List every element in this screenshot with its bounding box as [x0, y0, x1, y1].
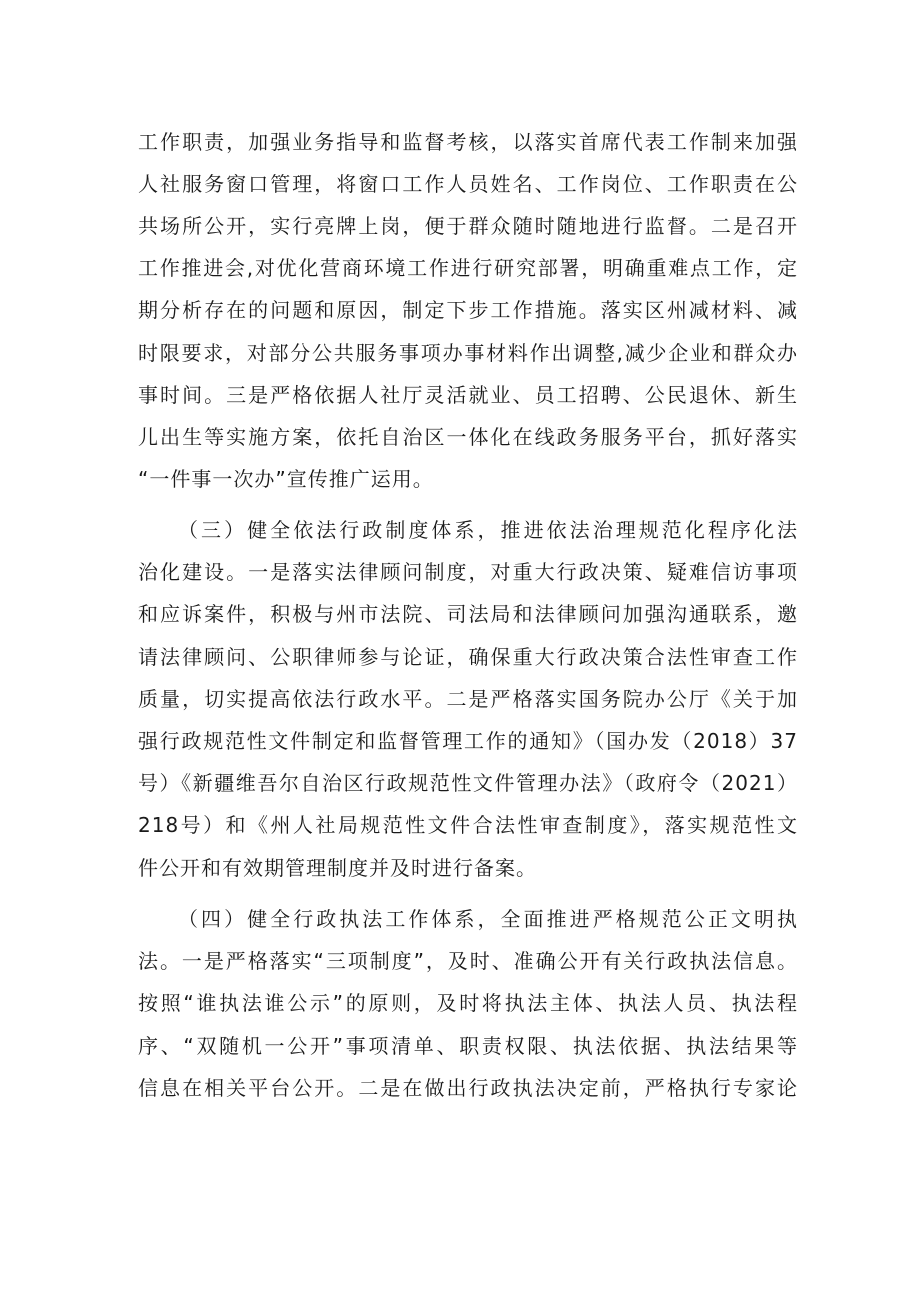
- paragraph-line: 件公开和有效期管理制度并及时进行备案。: [138, 856, 537, 880]
- paragraph-line: 事时间。三是严格依据人社厅灵活就业、员工招聘、公民退休、新生: [138, 383, 798, 407]
- paragraph-line: “一件事一次办”宣传推广运用。: [138, 467, 434, 491]
- paragraph-line: 工作推进会,对优化营商环境工作进行研究部署，明确重难点工作，定: [138, 256, 798, 280]
- section-heading-line: （四）健全行政执法工作体系，全面推进严格规范公正文明执: [178, 907, 798, 931]
- section-heading-line: （三）健全依法行政制度体系，推进依法治理规范化程序化法: [178, 518, 798, 542]
- paragraph-line: 按照“谁执法谁公示”的原则，及时将执法主体、执法人员、执法程: [138, 991, 798, 1015]
- paragraph-line: 工作职责，加强业务指导和监督考核，以落实首席代表工作制来加强: [138, 130, 798, 154]
- paragraph-line: 期分析存在的问题和原因，制定下步工作措施。落实区州减材料、减: [138, 298, 798, 322]
- paragraph-line: 儿出生等实施方案，依托自治区一体化在线政务服务平台，抓好落实: [138, 425, 798, 449]
- paragraph-line: 法。一是严格落实“三项制度”，及时、准确公开有关行政执法信息。: [138, 949, 798, 973]
- paragraph-line: 信息在相关平台公开。二是在做出行政执法决定前，严格执行专家论: [138, 1076, 798, 1100]
- paragraph-line: 请法律顾问、公职律师参与论证，确保重大行政决策合法性审查工作: [138, 645, 798, 669]
- paragraph-line: 218号）和《州人社局规范性文件合法性审查制度》，落实规范性文: [138, 813, 798, 837]
- paragraph-line: 强行政规范性文件制定和监督管理工作的通知》（国办发（2018）37: [138, 729, 798, 753]
- paragraph-line: 时限要求，对部分公共服务事项办事材料作出调整,减少企业和群众办: [138, 341, 798, 365]
- paragraph-line: 治化建设。一是落实法律顾问制度，对重大行政决策、疑难信访事项: [138, 560, 798, 584]
- paragraph-line: 和应诉案件，积极与州市法院、司法局和法律顾问加强沟通联系，邀: [138, 602, 798, 626]
- paragraph-line: 人社服务窗口管理，将窗口工作人员姓名、工作岗位、工作职责在公: [138, 172, 798, 196]
- paragraph-line: 共场所公开，实行亮牌上岗，便于群众随时随地进行监督。二是召开: [138, 214, 798, 238]
- paragraph-line: 质量，切实提高依法行政水平。二是严格落实国务院办公厅《关于加: [138, 687, 798, 711]
- paragraph-line: 号）《新疆维吾尔自治区行政规范性文件管理办法》（政府令（2021）: [138, 771, 798, 795]
- paragraph-line: 序、“双随机一公开”事项清单、职责权限、执法依据、执法结果等: [138, 1034, 798, 1058]
